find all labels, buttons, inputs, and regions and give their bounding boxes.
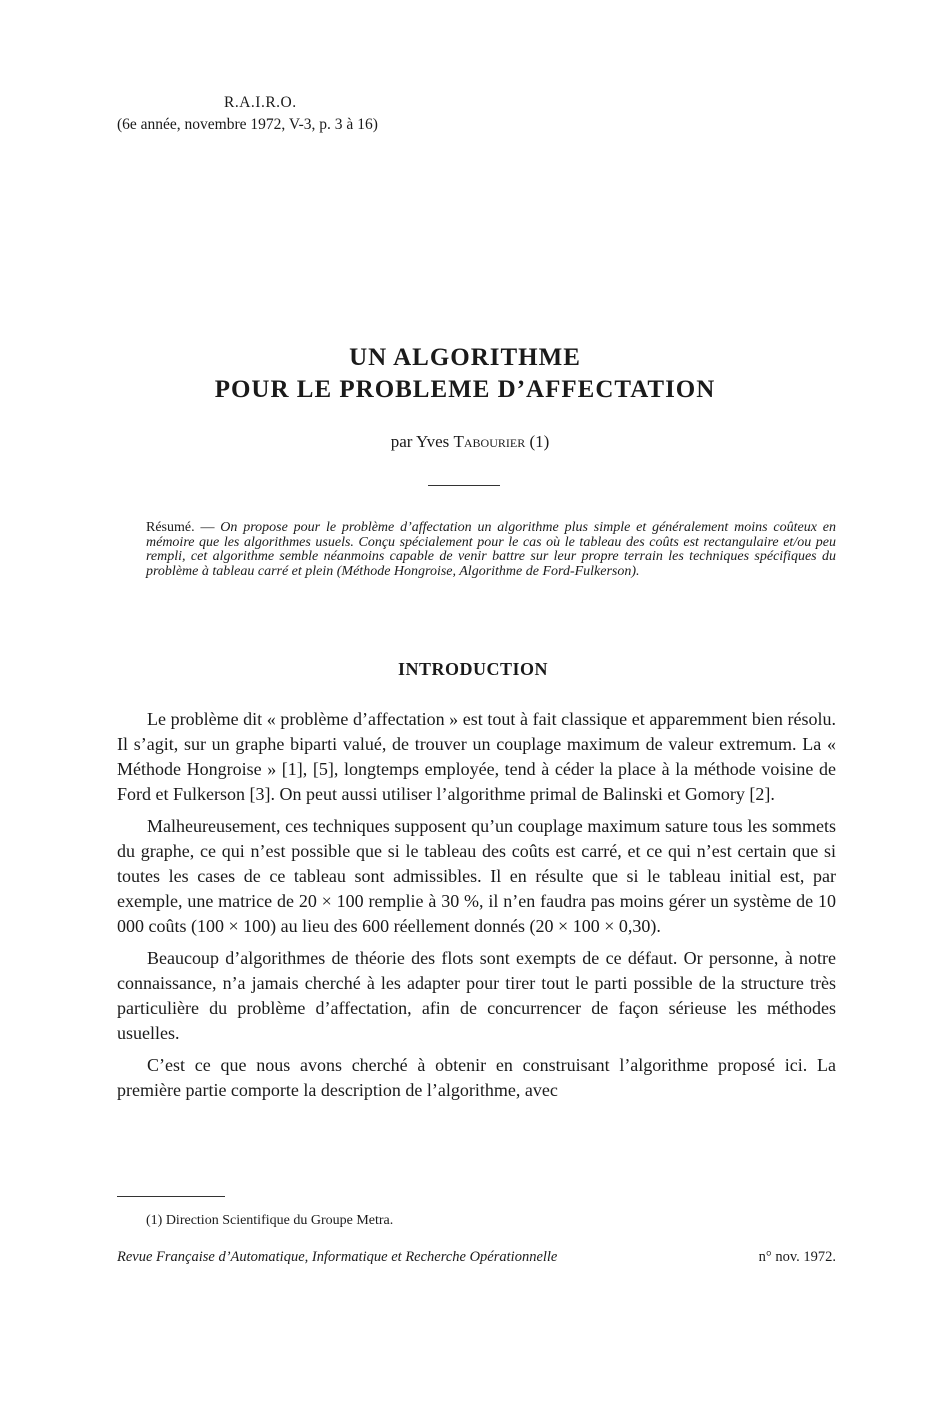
footer-issue: n° nov. 1972. (758, 1249, 836, 1265)
author-name: Tabourier (453, 432, 526, 451)
author-line (0, 432, 930, 452)
paper-title (0, 342, 930, 406)
abstract (146, 521, 836, 579)
author-note-ref: (1) (529, 432, 550, 451)
title-line-1: UN ALGORITHME (349, 344, 581, 371)
abstract-text: On propose pour le problème d’affectation un algorithme plus simple et généralement moins coûteux en mémoire que les algorithmes usuels. Conçu spécialement pour le cas où le tableau des coûts est rectangulaire et/ou peu rempli, cet algorithme semble néanmoins capable de venir battre sur leur propre terrain les techniques spécifiques du problème à tableau carré et plein (Méthode Hongroise, Algorithme de Ford-Fulkerson). (146, 520, 836, 579)
journal-issue: (6e année, novembre 1972, V-3, p. 3 à 16) (117, 116, 378, 133)
title-line-2: POUR LE PROBLEME D’AFFECTATION (214, 376, 716, 403)
journal-name: R.A.I.R.O. (224, 94, 297, 111)
author-prefix: par Yves (390, 432, 454, 451)
section-heading: INTRODUCTION (397, 659, 549, 679)
body-text (117, 707, 836, 1110)
abstract-label: Résumé. — (146, 520, 221, 535)
paragraph: C’est ce que nous avons cherché à obtenir en construisant l’algorithme proposé ici. La première partie comporte la description de l’algorithme, avec (117, 1055, 836, 1100)
journal-header (117, 92, 378, 136)
page-footer (117, 1249, 836, 1266)
paragraph: Malheureusement, ces techniques supposent qu’un couplage maximum sature tous les sommets du graphe, ce qui n’est possible que si le tableau des coûts est carré, et ce qui n’est certain que si toutes les cases de ce tableau sont admissibles. Il en résulte que si le tableau initial est, par exemple, une matrice de 20 × 100 remplie à 30 %, il n’en faudra pas moins gérer un système de 10 000 coûts (100 × 100) au lieu des 600 réellement donnés (20 × 100 × 0,30). (117, 816, 836, 936)
footnote-separator (117, 1196, 225, 1197)
title-separator (428, 485, 500, 486)
paragraph: Beaucoup d’algorithmes de théorie des flots sont exempts de ce défaut. Or personne, à notre connaissance, n’a jamais cherché à les adapter pour tirer tout le parti possible de la structure très particulière du problème d’affectation, afin de concurrencer de façon sérieuse les méthodes usuelles. (117, 948, 836, 1043)
footnote: (1) Direction Scientifique du Groupe Metra. (146, 1213, 394, 1228)
paragraph: Le problème dit « problème d’affectation » est tout à fait classique et apparemment bien résolu. Il s’agit, sur un graphe biparti valué, de trouver un couplage maximum de valeur extremum. La « Méthode Hongroise » [1], [5], longtemps employée, tend à céder la place à la méthode voisine de Ford et Fulkerson [3]. On peut aussi utiliser l’algorithme primal de Balinski et Gomory [2]. (117, 709, 836, 804)
footer-journal: Revue Française d’Automatique, Informatique et Recherche Opérationnelle (117, 1249, 558, 1265)
